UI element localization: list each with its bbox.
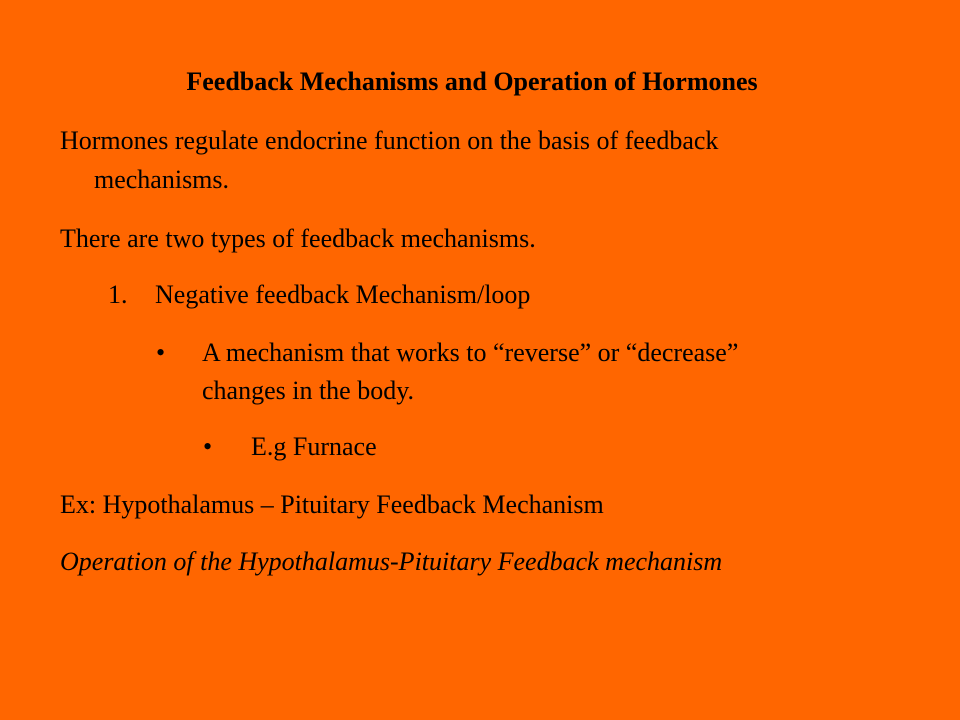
bullet-text-mechanism: A mechanism that works to “reverse” or “decrease” (202, 338, 739, 367)
paragraph-line-1-continued: mechanisms. (94, 165, 230, 194)
example-line: Ex: Hypothalamus – Pituitary Feedback Mechanism (60, 490, 604, 519)
bullet-icon: • (203, 432, 213, 461)
paragraph-two-types: There are two types of feedback mechanisms. (60, 224, 536, 253)
bullet-icon: • (156, 338, 166, 367)
paragraph-line-1: Hormones regulate endocrine function on the basis of feedback (60, 126, 719, 155)
list-item-negative-feedback: Negative feedback Mechanism/loop (155, 280, 531, 309)
bullet-text-example: E.g Furnace (251, 432, 377, 461)
list-number: 1. (108, 280, 128, 309)
operation-line: Operation of the Hypothalamus-Pituitary Feedback mechanism (60, 547, 723, 576)
bullet-text-mechanism-continued: changes in the body. (202, 376, 415, 405)
slide-title: Feedback Mechanisms and Operation of Hormones (186, 67, 758, 96)
